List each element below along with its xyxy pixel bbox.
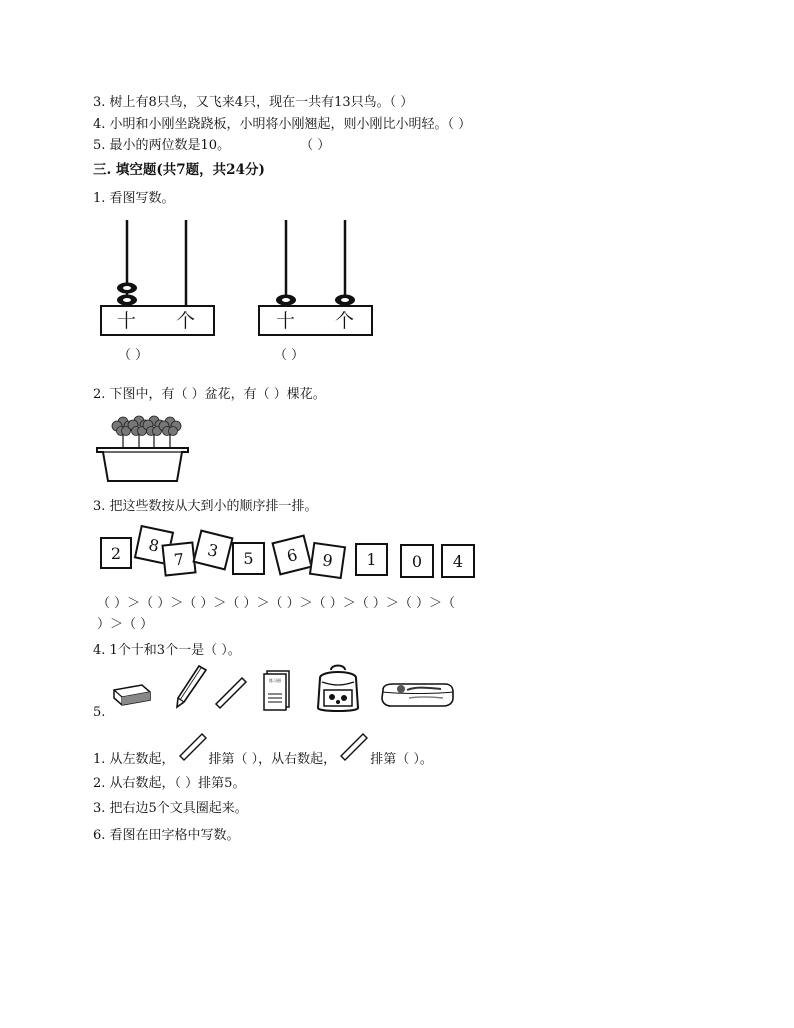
flower-icon <box>112 416 181 436</box>
abacus-2-ones-label: 个 <box>335 310 355 332</box>
notebook-label: 练习册 <box>269 678 281 683</box>
fill-question-6: 6. 看图在田字格中写数。 <box>93 828 240 843</box>
number-card: 5 <box>232 542 265 575</box>
order-answer-line-1[interactable]: （ ）＞（ ）＞（ ）＞（ ）＞（ ）＞（ ）＞（ ）＞（ ）＞（ <box>97 596 456 611</box>
fill-question-5-sub-3: 3. 把右边5个文具圈起来。 <box>93 801 248 816</box>
sub1-left-text: 1. 从左数起， <box>93 752 175 767</box>
number-card: 4 <box>441 544 475 578</box>
ruler-icon <box>336 746 370 763</box>
abacus-2-answer-blank[interactable]: （ ） <box>274 348 305 363</box>
flower-pot-image <box>95 408 190 484</box>
number-card: 3 <box>192 529 233 570</box>
number-card: 6 <box>271 534 312 575</box>
number-card: 7 <box>161 541 196 576</box>
judge-question-5-blank[interactable]: （ ） <box>300 138 331 153</box>
pencil-case-icon <box>379 680 455 710</box>
pencil-icon <box>175 664 209 710</box>
section-3-title: 三. 填空题(共7题，共24分) <box>93 162 265 178</box>
fill-question-2: 2. 下图中，有（ ）盆花，有（ ）棵花。 <box>93 387 326 402</box>
judge-question-4: 4. 小明和小刚坐跷跷板，小明将小刚翘起，则小刚比小明轻。（ ） <box>93 117 472 132</box>
judge-question-3: 3. 树上有8只鸟，又飞来4只，现在一共有13只鸟。（ ） <box>93 95 414 110</box>
fill-question-3: 3. 把这些数按从大到小的顺序排一排。 <box>93 499 318 514</box>
number-card: 9 <box>309 542 346 579</box>
judge-question-5 <box>93 137 330 154</box>
number-card: 2 <box>100 537 132 569</box>
backpack-icon <box>314 662 362 714</box>
ruler-icon <box>175 746 209 763</box>
abacus-2-tens-label: 十 <box>276 310 296 332</box>
abacus-1-answer-blank[interactable]: （ ） <box>118 348 149 363</box>
number-card: 1 <box>355 543 388 576</box>
judge-question-5-text: 5. 最小的两位数是10。 <box>93 138 231 153</box>
eraser-icon <box>110 682 154 708</box>
fill-question-5-sub-2[interactable]: 2. 从右数起，（ ）排第5。 <box>93 776 246 791</box>
sub1-right-text[interactable]: 排第（ ）。 <box>370 752 433 767</box>
sub1-middle-text[interactable]: 排第（ ），从右数起， <box>208 752 337 767</box>
notebook-icon <box>261 668 293 712</box>
fill-question-5-number: 5. <box>93 705 106 720</box>
number-card: 0 <box>400 544 434 578</box>
abacus-1-tens-label: 十 <box>117 310 137 332</box>
ruler-icon <box>214 676 248 710</box>
fill-question-4: 4. 1个十和3个一是（ ）。 <box>93 643 241 658</box>
number-card: 8 <box>134 525 174 565</box>
fill-question-1: 1. 看图写数。 <box>93 191 175 206</box>
abacus-1-ones-label: 个 <box>176 310 196 332</box>
order-answer-line-2[interactable]: ）＞（ ） <box>97 617 154 632</box>
fill-question-5-sub-1 <box>93 746 433 768</box>
